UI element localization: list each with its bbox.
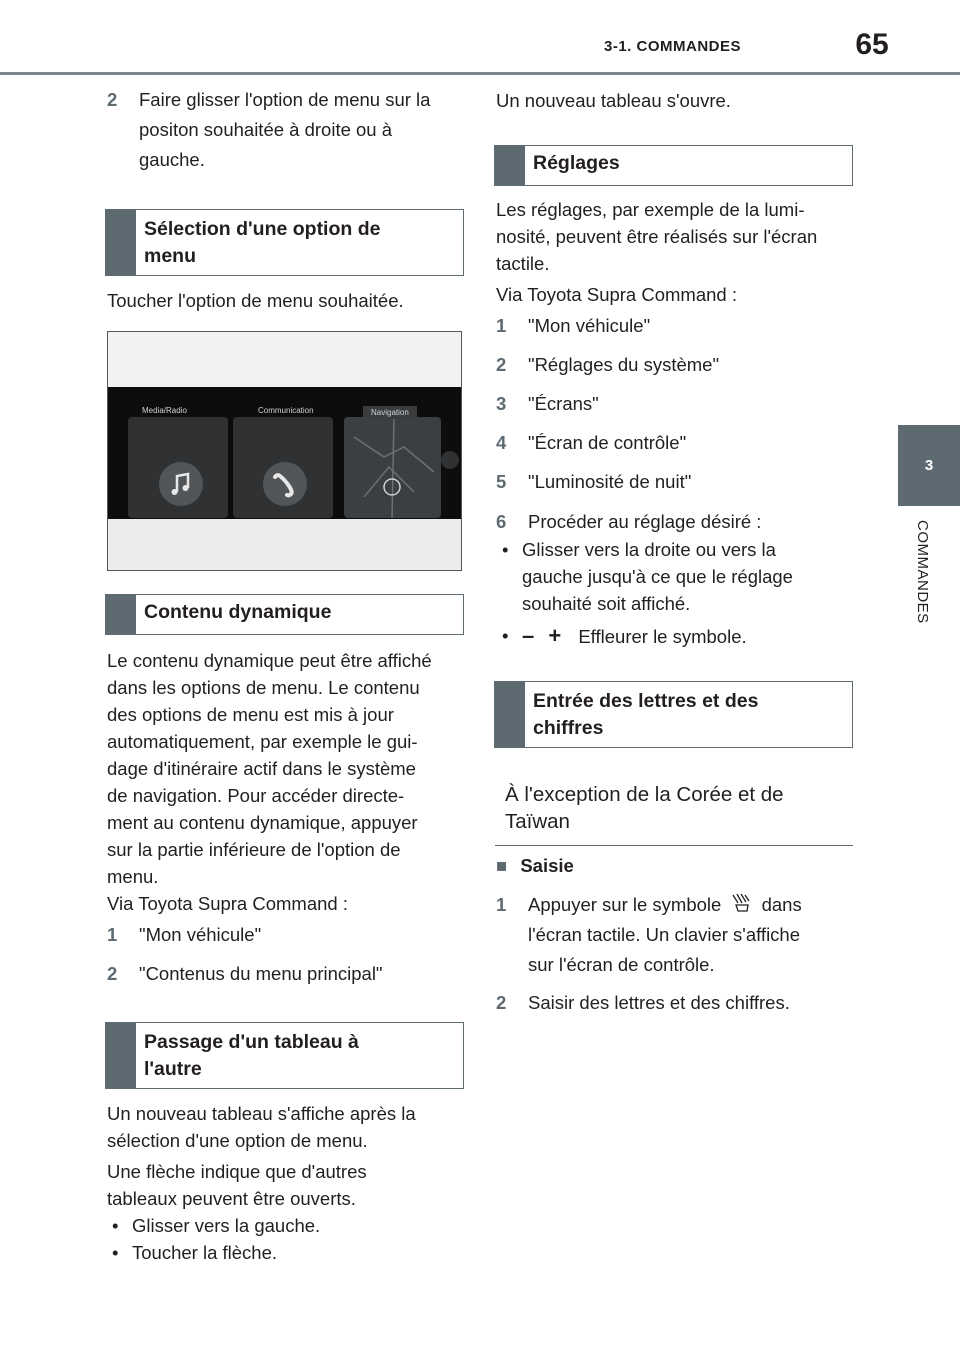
step-text-line: positon souhaitée à droite ou à: [139, 119, 393, 140]
step-number: 2: [496, 354, 507, 375]
new-table-paragraph: [107, 1100, 416, 1154]
screenshot-display: [108, 387, 461, 519]
bullet-dot: •: [112, 1215, 119, 1236]
step-text: Appuyer sur le symbole: [528, 894, 722, 915]
text-line: dans les options de menu. Le contenu: [107, 677, 420, 698]
section-header: 3-1. COMMANDES: [603, 38, 741, 55]
text-line: Un nouveau tableau s'affiche après la: [107, 1103, 416, 1124]
step-text: l'écran tactile. Un clavier s'affiche: [528, 924, 801, 945]
arrow-paragraph: [107, 1158, 367, 1212]
region-rule: [495, 845, 853, 846]
step-text: "Écrans": [528, 393, 599, 414]
step-text: "Mon véhicule": [528, 315, 651, 336]
step-item: [107, 920, 467, 950]
tab-media: Media/Radio: [142, 406, 187, 415]
square-marker-icon: ■: [496, 855, 508, 876]
heading-line: Réglages: [533, 152, 620, 174]
step-text: Procéder au réglage désiré :: [528, 511, 762, 532]
heading-bar: [106, 595, 136, 634]
step-number: 1: [496, 315, 507, 336]
tab-navigation: Navigation: [363, 406, 417, 419]
heading-bar: [106, 1023, 136, 1088]
heading-line: menu: [144, 245, 197, 267]
heading-line: chiffres: [533, 717, 604, 739]
text-line: sur la partie inférieure de l'option de: [107, 839, 401, 860]
chapter-tab: 3: [898, 425, 960, 506]
bullet-text: Glisser vers la droite ou vers la: [522, 539, 776, 560]
bullet-dot: •: [502, 625, 509, 646]
step-text-line: gauche.: [139, 149, 205, 170]
step-number: 3: [496, 393, 507, 414]
intro-step: [107, 85, 467, 175]
text-line: des options de menu est mis à jour: [107, 704, 394, 725]
phone-icon: [263, 462, 307, 506]
step-number: 6: [496, 511, 507, 532]
chapter-label: COMMANDES: [914, 520, 931, 624]
dynamic-paragraph: [107, 647, 472, 890]
opens-text: Un nouveau tableau s'ouvre.: [496, 90, 731, 111]
section-heading-dynamic: [105, 594, 464, 635]
step-item: [496, 428, 856, 458]
communication-card: [233, 417, 333, 518]
text-line: automatiquement, par exemple le gui-: [107, 731, 418, 752]
step-number: 2: [496, 992, 507, 1013]
text-line: Les réglages, par exemple de la lumi-: [496, 199, 805, 220]
menu-screenshot: [107, 331, 462, 571]
text-line: tactile.: [496, 253, 550, 274]
step-number: 4: [496, 432, 507, 453]
saisie-heading: [496, 855, 574, 877]
step-text: sur l'écran de contrôle.: [528, 954, 715, 975]
bullet-text: souhaité soit affiché.: [522, 593, 691, 614]
via-text: Via Toyota Supra Command :: [496, 284, 737, 305]
step-text: "Écran de contrôle": [528, 432, 687, 453]
saisie-title: Saisie: [520, 855, 574, 876]
text-line: dage d'itinéraire actif dans le système: [107, 758, 416, 779]
step-text: Saisir des lettres et des chiffres.: [528, 992, 790, 1013]
step-item: [107, 959, 467, 989]
bullet-text: gauche jusqu'à ce que le réglage: [522, 566, 793, 587]
bullet-item: [112, 1239, 462, 1266]
heading-line: l'autre: [144, 1058, 202, 1080]
bullet-item: [502, 622, 852, 650]
text-line: Une flèche indique que d'autres: [107, 1161, 367, 1182]
bullet-text: Toucher la flèche.: [132, 1242, 278, 1263]
text-line: ment au contenu dynamique, appuyer: [107, 812, 418, 833]
step-text: "Luminosité de nuit": [528, 471, 692, 492]
settings-paragraph: [496, 196, 861, 277]
step-text: dans: [761, 894, 802, 915]
text-line: Le contenu dynamique peut être affiché: [107, 650, 432, 671]
text-line: tableaux peuvent être ouverts.: [107, 1188, 356, 1209]
step-item: [496, 988, 856, 1018]
step-text: "Contenus du menu principal": [139, 963, 383, 984]
step-number: 2: [107, 89, 118, 110]
step-item: [496, 311, 856, 341]
section-heading-selection: [105, 209, 464, 276]
step-number: 2: [107, 963, 118, 984]
minus-plus-icon: – +: [522, 623, 566, 648]
step-text: "Réglages du système": [528, 354, 720, 375]
bullet-item: [112, 1212, 462, 1239]
step-number: 1: [496, 894, 507, 915]
bullet-text: Effleurer le symbole.: [578, 626, 747, 647]
step-item: [496, 467, 856, 497]
text-line: À l'exception de la Corée et de: [505, 783, 784, 806]
step-item: [496, 507, 856, 537]
section-heading-input: [494, 681, 853, 748]
header-rule: [0, 72, 960, 75]
heading-line: Passage d'un tableau à: [144, 1031, 359, 1053]
bullet-dot: •: [502, 539, 509, 560]
heading-bar: [495, 682, 525, 747]
text-line: de navigation. Pour accéder directe-: [107, 785, 405, 806]
music-icon: [159, 462, 203, 506]
heading-bar: [106, 210, 136, 275]
heading-line: Contenu dynamique: [144, 601, 332, 623]
navigation-card: [344, 417, 441, 518]
text-line: menu.: [107, 866, 159, 887]
bullet-item: [502, 536, 852, 617]
step-number: 1: [107, 924, 118, 945]
bullet-text: Glisser vers la gauche.: [132, 1215, 321, 1236]
heading-line: Sélection d'une option de: [144, 218, 381, 240]
media-card: [128, 417, 228, 518]
step-item: [496, 890, 856, 980]
page-number: 65: [855, 28, 889, 61]
map-icon: [344, 417, 441, 518]
step-number: 5: [496, 471, 507, 492]
section-heading-switch: [105, 1022, 464, 1089]
heading-bar: [495, 146, 525, 185]
step-text-line: Faire glisser l'option de menu sur la: [139, 89, 431, 110]
chevron-right-icon: [441, 451, 459, 469]
via-text: Via Toyota Supra Command :: [107, 893, 348, 914]
bullet-dot: •: [112, 1242, 119, 1263]
step-text: "Mon véhicule": [139, 924, 262, 945]
touch-text: Toucher l'option de menu souhaitée.: [107, 290, 404, 311]
tab-communication: Communication: [258, 406, 314, 415]
text-line: sélection d'une option de menu.: [107, 1130, 368, 1151]
step-item: [496, 350, 856, 380]
heading-line: Entrée des lettres et des: [533, 690, 759, 712]
text-line: Taïwan: [505, 810, 570, 833]
region-note: [505, 781, 784, 835]
text-line: nosité, peuvent être réalisés sur l'écran: [496, 226, 818, 247]
handwriting-icon: [730, 893, 752, 913]
screenshot-top: [108, 332, 461, 387]
section-heading-settings: [494, 145, 853, 186]
step-item: [496, 389, 856, 419]
